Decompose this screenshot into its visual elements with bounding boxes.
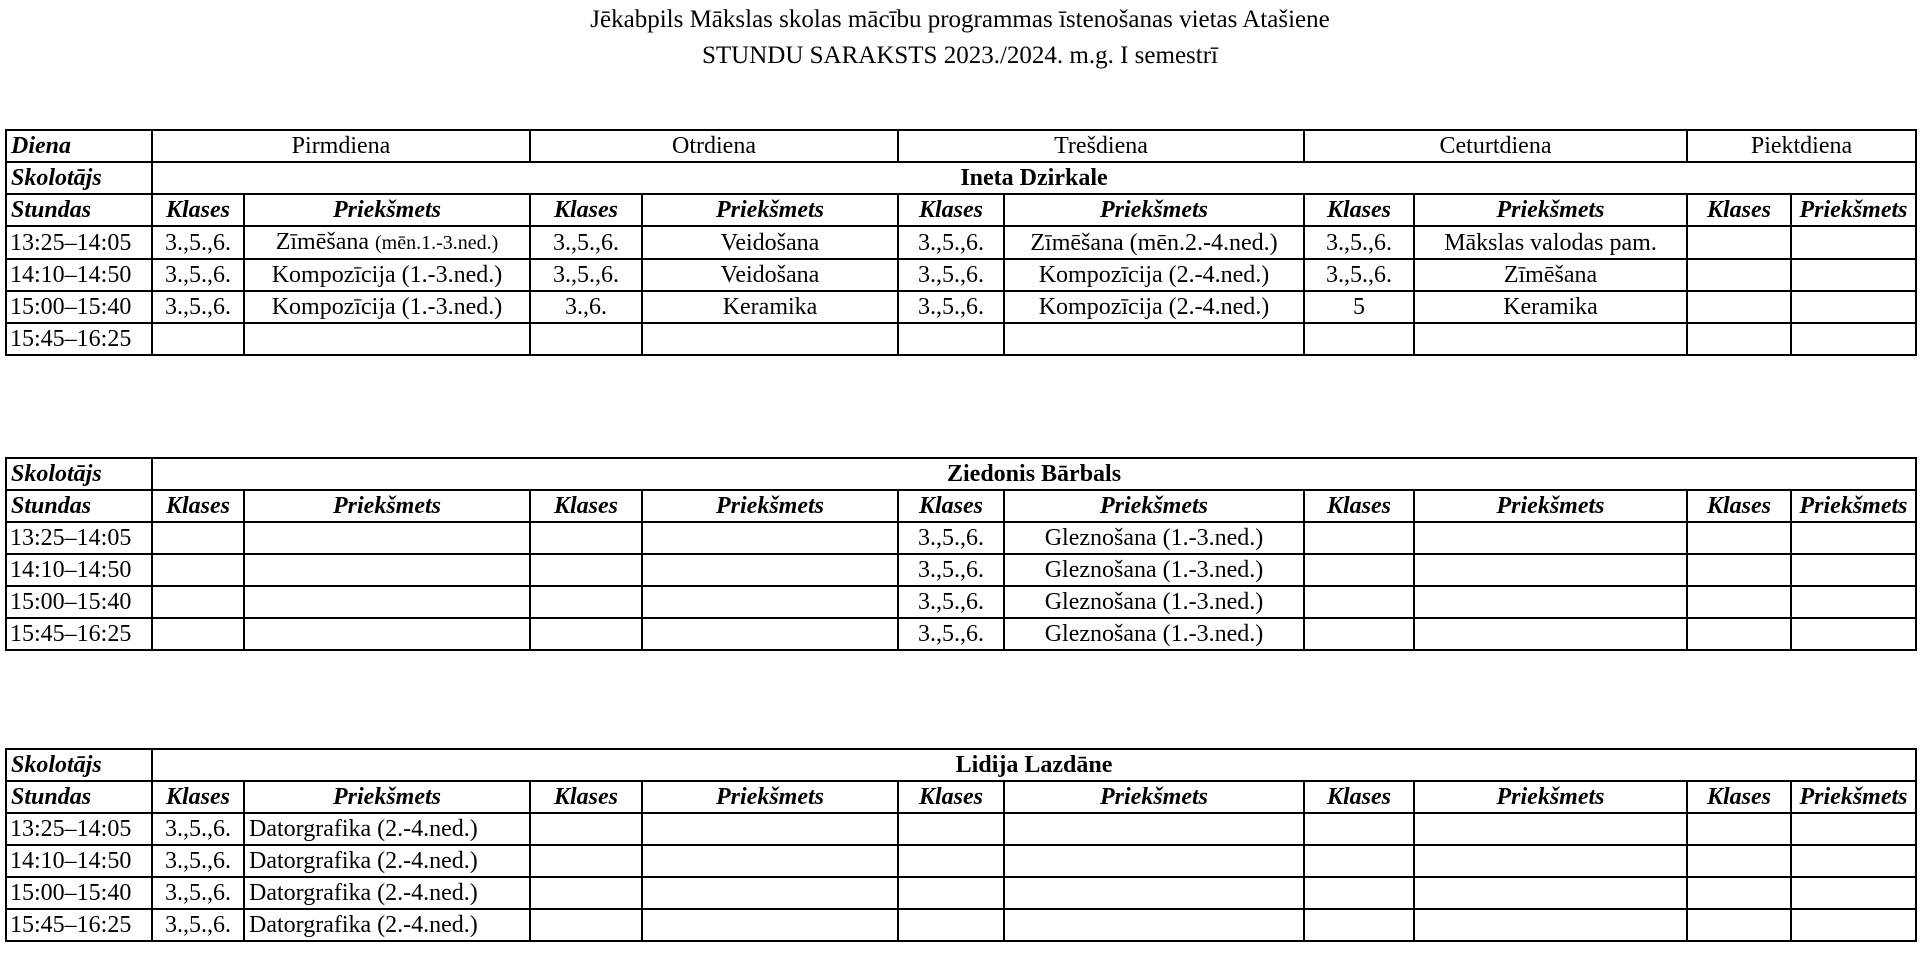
column-header-row <box>6 490 1916 522</box>
subject-cell <box>244 586 530 618</box>
subject-cell <box>1791 909 1916 941</box>
klases-cell <box>1687 845 1791 877</box>
klases-header: Klases <box>1304 194 1414 226</box>
subject-cell <box>1791 845 1916 877</box>
subject-cell <box>244 522 530 554</box>
subject-cell <box>1414 877 1687 909</box>
prieksmets-header: Priekšmets <box>1004 490 1304 522</box>
prieksmets-header: Priekšmets <box>244 490 530 522</box>
klases-header: Klases <box>152 194 244 226</box>
table-row <box>6 522 1916 554</box>
subject-cell <box>642 845 898 877</box>
klases-cell <box>530 522 642 554</box>
column-header-row <box>6 194 1916 226</box>
subject-cell <box>642 909 898 941</box>
prieksmets-header: Priekšmets <box>642 490 898 522</box>
klases-header: Klases <box>898 490 1004 522</box>
time-cell: 13:25–14:05 <box>6 226 152 259</box>
klases-header: Klases <box>152 490 244 522</box>
subject-cell: Keramika <box>1414 291 1687 323</box>
teacher-name: Ineta Dzirkale <box>152 162 1916 194</box>
subject-cell <box>244 554 530 586</box>
klases-cell <box>1687 522 1791 554</box>
subject-cell: Zīmēšana <box>1414 259 1687 291</box>
schedule-table-ziedonis-barbals <box>5 457 1917 651</box>
time-cell: 15:00–15:40 <box>6 877 152 909</box>
stundas-label: Stundas <box>6 781 152 813</box>
subject-cell: Gleznošana (1.-3.ned.) <box>1004 586 1304 618</box>
klases-cell: 3.,5.,6. <box>152 226 244 259</box>
skolotajs-label: Skolotājs <box>6 162 152 194</box>
klases-cell: 3.,6. <box>530 291 642 323</box>
prieksmets-header: Priekšmets <box>244 194 530 226</box>
klases-cell <box>1687 291 1791 323</box>
document-subtitle: STUNDU SARAKSTS 2023./2024. m.g. I semestrī <box>702 42 1218 69</box>
klases-cell: 3.,5.,6. <box>898 226 1004 259</box>
subject-cell <box>1414 586 1687 618</box>
table-row <box>6 291 1916 323</box>
subject-cell: Keramika <box>642 291 898 323</box>
klases-cell <box>530 586 642 618</box>
klases-header: Klases <box>1687 194 1791 226</box>
subject-cell <box>1791 226 1916 259</box>
klases-cell: 3.,5.,6. <box>898 554 1004 586</box>
subject-cell: Datorgrafika (2.-4.ned.) <box>244 877 530 909</box>
day-header: Piektdiena <box>1687 130 1916 162</box>
klases-cell <box>1304 323 1414 355</box>
subject-cell <box>1791 813 1916 845</box>
subject-cell <box>1414 813 1687 845</box>
prieksmets-header: Priekšmets <box>244 781 530 813</box>
skolotajs-label: Skolotājs <box>6 749 152 781</box>
schedule-table-ineta-dzirkale <box>5 129 1917 356</box>
subject-cell <box>1791 259 1916 291</box>
subject-cell: Datorgrafika (2.-4.ned.) <box>244 813 530 845</box>
klases-cell: 3.,5.,6. <box>152 909 244 941</box>
time-cell: 14:10–14:50 <box>6 554 152 586</box>
klases-cell <box>1304 522 1414 554</box>
table-row <box>6 845 1916 877</box>
table-row <box>6 618 1916 650</box>
subject-cell <box>642 323 898 355</box>
day-header: Trešdiena <box>898 130 1304 162</box>
klases-header: Klases <box>898 781 1004 813</box>
subject-cell <box>1004 813 1304 845</box>
klases-cell <box>898 877 1004 909</box>
subject-cell <box>1791 554 1916 586</box>
klases-cell: 3.,5.,6. <box>152 845 244 877</box>
klases-cell <box>1687 586 1791 618</box>
subject-cell: Zīmēšana (mēn.2.-4.ned.) <box>1004 226 1304 259</box>
klases-cell <box>898 909 1004 941</box>
day-header: Pirmdiena <box>152 130 530 162</box>
table-row <box>6 586 1916 618</box>
subject-cell <box>642 554 898 586</box>
klases-cell: 3.,5.,6. <box>898 291 1004 323</box>
klases-cell <box>898 845 1004 877</box>
teacher-name: Ziedonis Bārbals <box>152 458 1916 490</box>
prieksmets-header: Priekšmets <box>1414 194 1687 226</box>
klases-cell: 3.,5.,6. <box>1304 259 1414 291</box>
subject-cell <box>1791 291 1916 323</box>
klases-cell <box>530 845 642 877</box>
teacher-name: Lidija Lazdāne <box>152 749 1916 781</box>
subject-cell <box>244 323 530 355</box>
time-cell: 13:25–14:05 <box>6 522 152 554</box>
subject-text: Zīmēšana <box>275 229 369 255</box>
klases-cell <box>1687 259 1791 291</box>
subject-cell <box>1004 877 1304 909</box>
subject-cell <box>642 877 898 909</box>
subject-cell <box>1791 323 1916 355</box>
subject-cell: Datorgrafika (2.-4.ned.) <box>244 845 530 877</box>
klases-cell <box>1304 877 1414 909</box>
subject-cell <box>1791 522 1916 554</box>
prieksmets-header: Priekšmets <box>1791 194 1916 226</box>
subject-cell <box>1004 323 1304 355</box>
klases-cell <box>152 586 244 618</box>
klases-cell: 3.,5.,6. <box>1304 226 1414 259</box>
klases-cell <box>530 323 642 355</box>
subject-cell: Veidošana <box>642 259 898 291</box>
klases-cell <box>152 323 244 355</box>
klases-cell <box>1304 618 1414 650</box>
klases-cell <box>530 909 642 941</box>
klases-cell <box>152 618 244 650</box>
table-row <box>6 323 1916 355</box>
subject-cell: Gleznošana (1.-3.ned.) <box>1004 618 1304 650</box>
subject-cell: Kompozīcija (1.-3.ned.) <box>244 259 530 291</box>
klases-header: Klases <box>530 781 642 813</box>
klases-cell <box>1687 226 1791 259</box>
stundas-label: Stundas <box>6 194 152 226</box>
prieksmets-header: Priekšmets <box>1414 781 1687 813</box>
klases-cell: 3.,5.,6. <box>152 291 244 323</box>
klases-cell: 3.,5.,6. <box>152 813 244 845</box>
diena-label: Diena <box>6 130 152 162</box>
klases-cell <box>1687 813 1791 845</box>
klases-cell: 3.,5.,6. <box>898 586 1004 618</box>
time-cell: 15:45–16:25 <box>6 323 152 355</box>
table-row <box>6 226 1916 259</box>
klases-header: Klases <box>530 194 642 226</box>
subject-cell: Kompozīcija (2.-4.ned.) <box>1004 259 1304 291</box>
day-header: Ceturtdiena <box>1304 130 1687 162</box>
klases-cell: 3.,5.,6. <box>152 259 244 291</box>
klases-cell <box>530 877 642 909</box>
teacher-row <box>6 749 1916 781</box>
klases-cell: 3.,5.,6. <box>530 259 642 291</box>
subject-cell <box>1414 323 1687 355</box>
time-cell: 15:45–16:25 <box>6 909 152 941</box>
prieksmets-header: Priekšmets <box>1414 490 1687 522</box>
klases-header: Klases <box>1687 490 1791 522</box>
klases-cell <box>1304 554 1414 586</box>
subject-cell <box>642 522 898 554</box>
subject-cell: Veidošana <box>642 226 898 259</box>
klases-cell <box>1687 618 1791 650</box>
subject-cell <box>1004 845 1304 877</box>
klases-cell <box>898 323 1004 355</box>
time-cell: 14:10–14:50 <box>6 845 152 877</box>
time-cell: 15:00–15:40 <box>6 291 152 323</box>
subject-cell <box>244 618 530 650</box>
subject-note: (mēn.1.-3.ned.) <box>375 232 499 254</box>
time-cell: 15:45–16:25 <box>6 618 152 650</box>
klases-cell <box>1304 909 1414 941</box>
subject-cell: Datorgrafika (2.-4.ned.) <box>244 909 530 941</box>
klases-cell <box>1687 877 1791 909</box>
klases-cell <box>1304 845 1414 877</box>
klases-header: Klases <box>1304 490 1414 522</box>
subject-cell <box>244 226 530 259</box>
stundas-label: Stundas <box>6 490 152 522</box>
klases-cell <box>530 554 642 586</box>
prieksmets-header: Priekšmets <box>642 194 898 226</box>
klases-cell: 3.,5.,6. <box>530 226 642 259</box>
subject-cell: Gleznošana (1.-3.ned.) <box>1004 522 1304 554</box>
subject-cell <box>1414 618 1687 650</box>
prieksmets-header: Priekšmets <box>1004 781 1304 813</box>
klases-cell: 5 <box>1304 291 1414 323</box>
subject-cell <box>1791 586 1916 618</box>
teacher-row <box>6 162 1916 194</box>
subject-cell <box>1414 845 1687 877</box>
subject-cell <box>1414 554 1687 586</box>
klases-cell: 3.,5.,6. <box>898 259 1004 291</box>
table-row <box>6 554 1916 586</box>
table-row <box>6 813 1916 845</box>
day-header: Otrdiena <box>530 130 898 162</box>
klases-cell <box>1687 323 1791 355</box>
klases-cell: 3.,5.,6. <box>898 522 1004 554</box>
klases-cell: 3.,5.,6. <box>152 877 244 909</box>
column-header-row <box>6 781 1916 813</box>
klases-cell: 3.,5.,6. <box>898 618 1004 650</box>
table-row <box>6 909 1916 941</box>
subject-cell <box>1414 522 1687 554</box>
subject-cell: Gleznošana (1.-3.ned.) <box>1004 554 1304 586</box>
teacher-row <box>6 458 1916 490</box>
klases-cell <box>898 813 1004 845</box>
klases-cell <box>1687 909 1791 941</box>
klases-cell <box>1687 554 1791 586</box>
subject-cell: Kompozīcija (1.-3.ned.) <box>244 291 530 323</box>
klases-header: Klases <box>898 194 1004 226</box>
prieksmets-header: Priekšmets <box>1791 781 1916 813</box>
klases-cell <box>530 813 642 845</box>
subject-cell <box>1414 909 1687 941</box>
klases-header: Klases <box>1687 781 1791 813</box>
time-cell: 14:10–14:50 <box>6 259 152 291</box>
subject-cell <box>1004 909 1304 941</box>
subject-cell: Kompozīcija (2.-4.ned.) <box>1004 291 1304 323</box>
klases-header: Klases <box>152 781 244 813</box>
prieksmets-header: Priekšmets <box>1791 490 1916 522</box>
subject-cell: Mākslas valodas pam. <box>1414 226 1687 259</box>
time-cell: 15:00–15:40 <box>6 586 152 618</box>
subject-cell <box>642 813 898 845</box>
subject-cell <box>1791 618 1916 650</box>
klases-cell <box>1304 586 1414 618</box>
document-title: Jēkabpils Mākslas skolas mācību programmas īstenošanas vietas Atašiene <box>590 6 1330 33</box>
prieksmets-header: Priekšmets <box>642 781 898 813</box>
subject-cell <box>642 618 898 650</box>
klases-header: Klases <box>1304 781 1414 813</box>
prieksmets-header: Priekšmets <box>1004 194 1304 226</box>
table-row <box>6 259 1916 291</box>
subject-cell <box>1791 877 1916 909</box>
klases-cell <box>152 554 244 586</box>
days-header-row <box>6 130 1916 162</box>
klases-cell <box>1304 813 1414 845</box>
klases-cell <box>530 618 642 650</box>
klases-header: Klases <box>530 490 642 522</box>
table-row <box>6 877 1916 909</box>
subject-cell <box>642 586 898 618</box>
schedule-table-lidija-lazdane <box>5 748 1917 942</box>
klases-cell <box>152 522 244 554</box>
skolotajs-label: Skolotājs <box>6 458 152 490</box>
time-cell: 13:25–14:05 <box>6 813 152 845</box>
